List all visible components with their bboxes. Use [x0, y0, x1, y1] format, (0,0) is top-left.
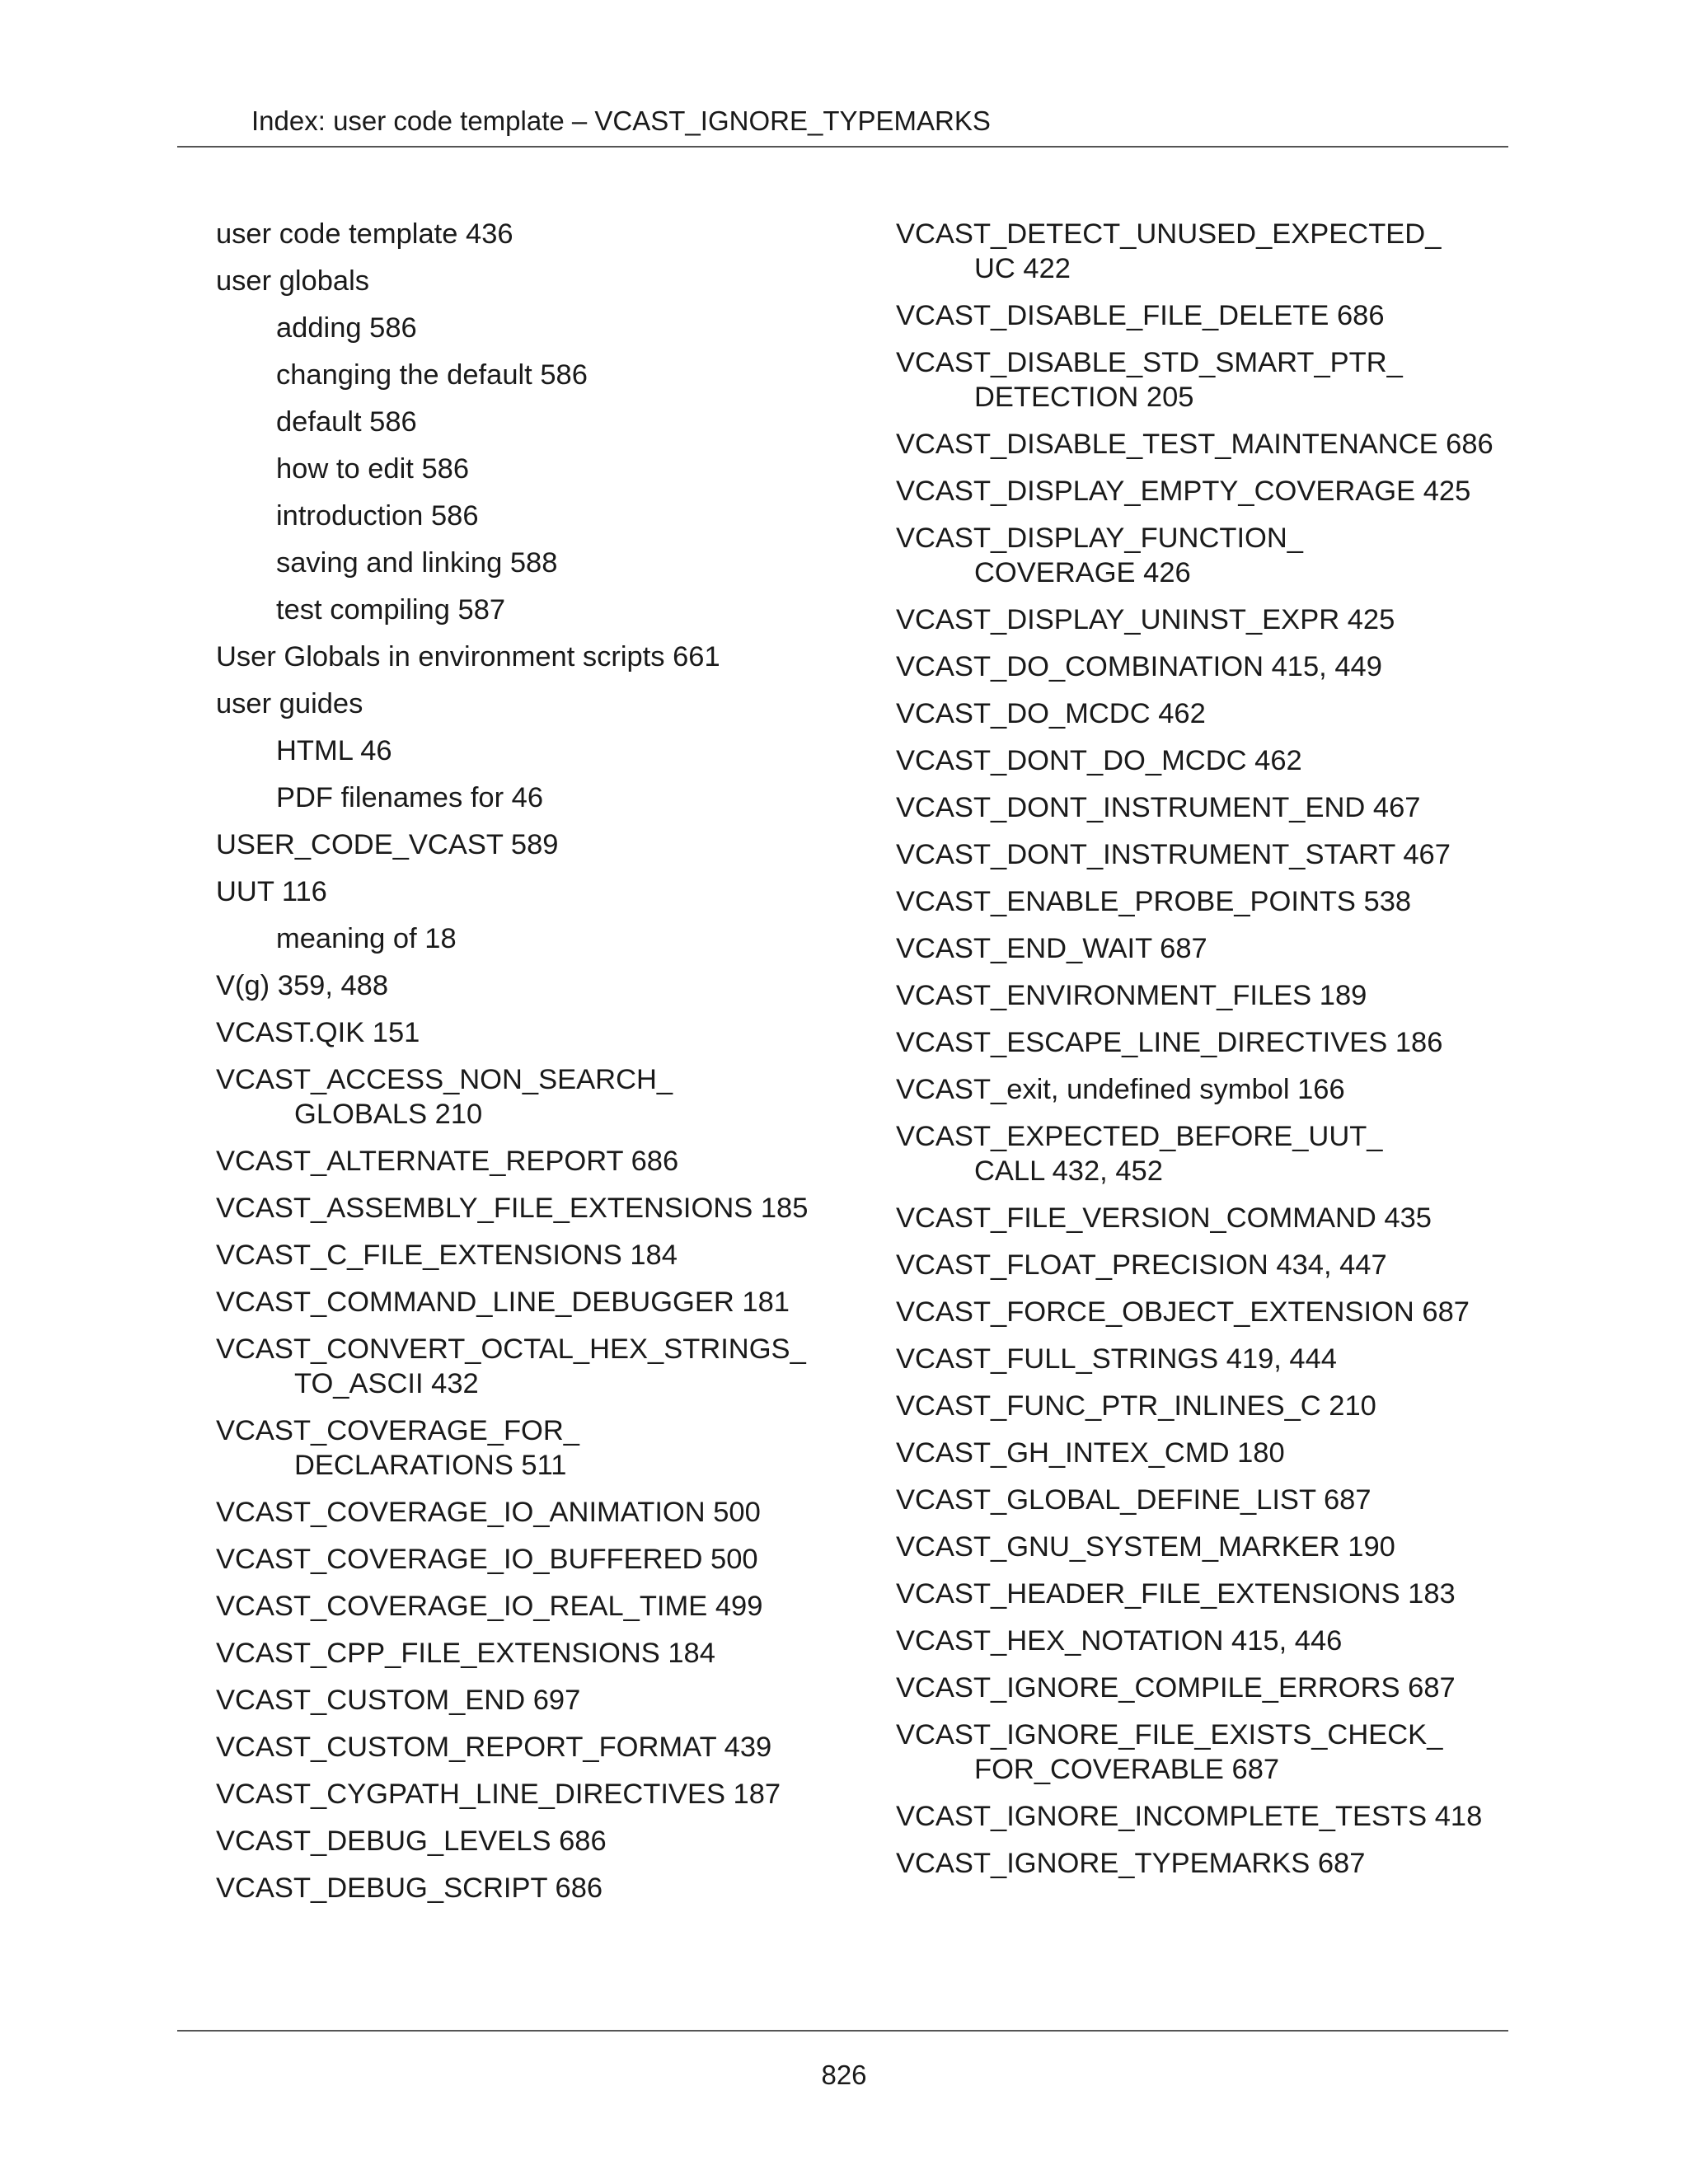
index-entry-text: user globals [216, 265, 370, 297]
index-entry-text: VCAST_DISABLE_STD_SMART_PTR_ [896, 347, 1403, 378]
index-entry [216, 1824, 859, 1858]
index-entry-text: V(g) 359, 488 [216, 970, 389, 1001]
index-entry [216, 1542, 859, 1577]
index-entry [896, 1072, 1539, 1107]
index-entry [896, 217, 1539, 286]
index-entry [216, 1238, 859, 1272]
index-entry [896, 1389, 1539, 1423]
index-entry [896, 1671, 1539, 1705]
index-entry-text: adding 586 [276, 312, 417, 344]
index-entry [216, 827, 859, 862]
index-entry [896, 427, 1539, 462]
index-entry-text: VCAST_HEADER_FILE_EXTENSIONS 183 [896, 1578, 1456, 1610]
index-entry-text: VCAST_COVERAGE_IO_BUFFERED 500 [216, 1544, 758, 1575]
index-entry-text: VCAST_CUSTOM_REPORT_FORMAT 439 [216, 1732, 772, 1763]
index-entry [896, 1295, 1539, 1329]
index-entry-text: introduction 586 [276, 500, 479, 532]
page-number: 826 [821, 2060, 867, 2090]
index-entry-text: VCAST_IGNORE_TYPEMARKS 687 [896, 1848, 1366, 1879]
index-entry-continuation: CALL 432, 452 [974, 1155, 1163, 1187]
index-entry-text: VCAST_DISPLAY_UNINST_EXPR 425 [896, 604, 1395, 635]
index-entry-text: default 586 [276, 406, 417, 438]
index-entry [216, 687, 859, 721]
index-subentry [216, 733, 859, 768]
index-entry-text: VCAST_GNU_SYSTEM_MARKER 190 [896, 1531, 1395, 1563]
index-entry-text: VCAST_DONT_INSTRUMENT_START 467 [896, 839, 1451, 870]
index-entry-text: saving and linking 588 [276, 547, 558, 579]
index-entry [896, 1846, 1539, 1881]
index-entry-text: VCAST_CUSTOM_END 697 [216, 1685, 581, 1716]
index-entry-text: VCAST_ESCAPE_LINE_DIRECTIVES 186 [896, 1027, 1443, 1058]
index-entry-text: VCAST.QIK 151 [216, 1017, 420, 1048]
index-entry [216, 217, 859, 251]
index-entry-text: VCAST_DISABLE_FILE_DELETE 686 [896, 300, 1385, 331]
index-entry [896, 1624, 1539, 1658]
index-entry [216, 1636, 859, 1671]
index-entry-continuation: UC 422 [974, 253, 1071, 284]
index-entry-text: VCAST_CYGPATH_LINE_DIRECTIVES 187 [216, 1779, 781, 1810]
index-entry-text: VCAST_EXPECTED_BEFORE_UUT_ [896, 1121, 1383, 1152]
index-entry [896, 1201, 1539, 1235]
index-entry [896, 1119, 1539, 1188]
index-entry [896, 345, 1539, 415]
index-entry-text: VCAST_C_FILE_EXTENSIONS 184 [216, 1240, 678, 1271]
index-entry-text: meaning of 18 [276, 923, 457, 954]
index-entry [216, 1495, 859, 1530]
index-entry [896, 1530, 1539, 1564]
index-entry-text: VCAST_DETECT_UNUSED_EXPECTED_ [896, 218, 1442, 250]
index-entry [896, 474, 1539, 509]
index-entry-text: VCAST_ACCESS_NON_SEARCH_ [216, 1064, 673, 1095]
index-entry [216, 874, 859, 909]
index-subentry [216, 921, 859, 956]
index-entry [216, 1413, 859, 1483]
index-entry [896, 790, 1539, 825]
index-entry-text: VCAST_DISABLE_TEST_MAINTENANCE 686 [896, 429, 1493, 460]
index-entry-text: VCAST_DISPLAY_EMPTY_COVERAGE 425 [896, 476, 1471, 507]
index-entry-text: VCAST_DEBUG_LEVELS 686 [216, 1825, 607, 1857]
index-entry-text: HTML 46 [276, 735, 392, 766]
index-entry [216, 1191, 859, 1226]
index-entry-text: VCAST_ALTERNATE_REPORT 686 [216, 1146, 679, 1177]
index-column-left [216, 217, 859, 1918]
index-entry-text: VCAST_DO_COMBINATION 415, 449 [896, 651, 1382, 682]
index-entry-text: VCAST_GLOBAL_DEFINE_LIST 687 [896, 1484, 1372, 1516]
index-subentry [216, 499, 859, 533]
index-subentry [216, 358, 859, 392]
index-entry [216, 1730, 859, 1765]
index-entry-text: VCAST_DISPLAY_FUNCTION_ [896, 523, 1303, 554]
index-entry [216, 264, 859, 298]
index-entry-text: UUT 116 [216, 876, 327, 907]
index-subentry [216, 593, 859, 627]
index-entry-text: VCAST_GH_INTEX_CMD 180 [896, 1437, 1285, 1469]
index-entry [896, 1436, 1539, 1470]
index-entry-text: VCAST_COVERAGE_IO_REAL_TIME 499 [216, 1591, 763, 1622]
running-header: Index: user code template – VCAST_IGNORE_TYPEMARKS [251, 105, 991, 136]
index-entry-text: User Globals in environment scripts 661 [216, 641, 720, 673]
index-entry [896, 1025, 1539, 1060]
index-entry-text: VCAST_HEX_NOTATION 415, 446 [896, 1625, 1343, 1657]
index-subentry [216, 311, 859, 345]
index-subentry [216, 452, 859, 486]
index-entry-text: VCAST_END_WAIT 687 [896, 933, 1207, 964]
index-entry-text: VCAST_COMMAND_LINE_DEBUGGER 181 [216, 1286, 790, 1318]
index-entry [216, 1871, 859, 1905]
index-entry-continuation: DECLARATIONS 511 [294, 1450, 567, 1481]
index-entry-text: user code template 436 [216, 218, 513, 250]
index-entry [216, 1015, 859, 1050]
footer-rule [177, 2030, 1508, 2032]
index-entry-text: VCAST_FUNC_PTR_INLINES_C 210 [896, 1390, 1376, 1422]
index-entry [896, 1718, 1539, 1787]
index-subentry [216, 405, 859, 439]
index-entry [216, 1285, 859, 1319]
index-entry [216, 1062, 859, 1132]
index-entry-text: test compiling 587 [276, 594, 506, 626]
index-entry [216, 1777, 859, 1811]
index-entry [896, 1342, 1539, 1376]
index-entry-text: VCAST_CPP_FILE_EXTENSIONS 184 [216, 1638, 715, 1669]
index-entry-text: VCAST_IGNORE_FILE_EXISTS_CHECK_ [896, 1719, 1443, 1750]
index-entry-text: VCAST_IGNORE_COMPILE_ERRORS 687 [896, 1672, 1456, 1704]
index-entry-text: VCAST_DONT_INSTRUMENT_END 467 [896, 792, 1421, 823]
index-entry-text: VCAST_FULL_STRINGS 419, 444 [896, 1343, 1337, 1375]
index-entry-text: VCAST_DEBUG_SCRIPT 686 [216, 1872, 603, 1904]
index-entry [896, 978, 1539, 1013]
index-entry-text: VCAST_ENVIRONMENT_FILES 189 [896, 980, 1367, 1011]
index-entry-text: changing the default 586 [276, 359, 588, 391]
index-entry [216, 1332, 859, 1401]
index-entry-text: VCAST_FILE_VERSION_COMMAND 435 [896, 1202, 1432, 1234]
index-entry-continuation: COVERAGE 426 [974, 557, 1191, 588]
index-entry [216, 968, 859, 1003]
index-entry-text: VCAST_DO_MCDC 462 [896, 698, 1206, 729]
index-entry [896, 521, 1539, 590]
index-entry-text: VCAST_DONT_DO_MCDC 462 [896, 745, 1302, 776]
index-entry [896, 1483, 1539, 1517]
index-entry [216, 1589, 859, 1624]
index-subentry [216, 780, 859, 815]
index-entry-text: VCAST_IGNORE_INCOMPLETE_TESTS 418 [896, 1801, 1483, 1832]
index-entry [896, 884, 1539, 919]
index-entry-text: VCAST_ENABLE_PROBE_POINTS 538 [896, 886, 1412, 917]
index-entry-text: VCAST_ASSEMBLY_FILE_EXTENSIONS 185 [216, 1193, 809, 1224]
index-entry-text: user guides [216, 688, 363, 719]
index-entry-text: VCAST_FLOAT_PRECISION 434, 447 [896, 1249, 1387, 1281]
index-entry [896, 298, 1539, 333]
index-entry [216, 640, 859, 674]
index-entry [896, 931, 1539, 966]
index-entry [896, 743, 1539, 778]
index-entry [896, 1248, 1539, 1282]
index-entry-text: PDF filenames for 46 [276, 782, 544, 813]
index-entry-text: VCAST_exit, undefined symbol 166 [896, 1074, 1345, 1105]
index-entry [216, 1683, 859, 1718]
index-subentry [216, 546, 859, 580]
index-entry-continuation: FOR_COVERABLE 687 [974, 1754, 1280, 1785]
index-entry-continuation: TO_ASCII 432 [294, 1368, 479, 1399]
index-entry [896, 649, 1539, 684]
index-entry [896, 1799, 1539, 1834]
index-entry [896, 696, 1539, 731]
index-entry-text: VCAST_COVERAGE_IO_ANIMATION 500 [216, 1497, 761, 1528]
index-entry [896, 602, 1539, 637]
index-entry [896, 837, 1539, 872]
header-rule [177, 146, 1508, 148]
index-column-right [896, 217, 1539, 1893]
index-entry-text: how to edit 586 [276, 453, 470, 485]
index-entry-text: VCAST_FORCE_OBJECT_EXTENSION 687 [896, 1296, 1470, 1328]
index-entry-text: VCAST_COVERAGE_FOR_ [216, 1415, 579, 1446]
index-entry [896, 1577, 1539, 1611]
index-entry-continuation: DETECTION 205 [974, 382, 1194, 413]
index-entry-continuation: GLOBALS 210 [294, 1099, 483, 1130]
index-entry [216, 1144, 859, 1179]
index-entry-text: USER_CODE_VCAST 589 [216, 829, 559, 860]
index-entry-text: VCAST_CONVERT_OCTAL_HEX_STRINGS_ [216, 1333, 806, 1365]
